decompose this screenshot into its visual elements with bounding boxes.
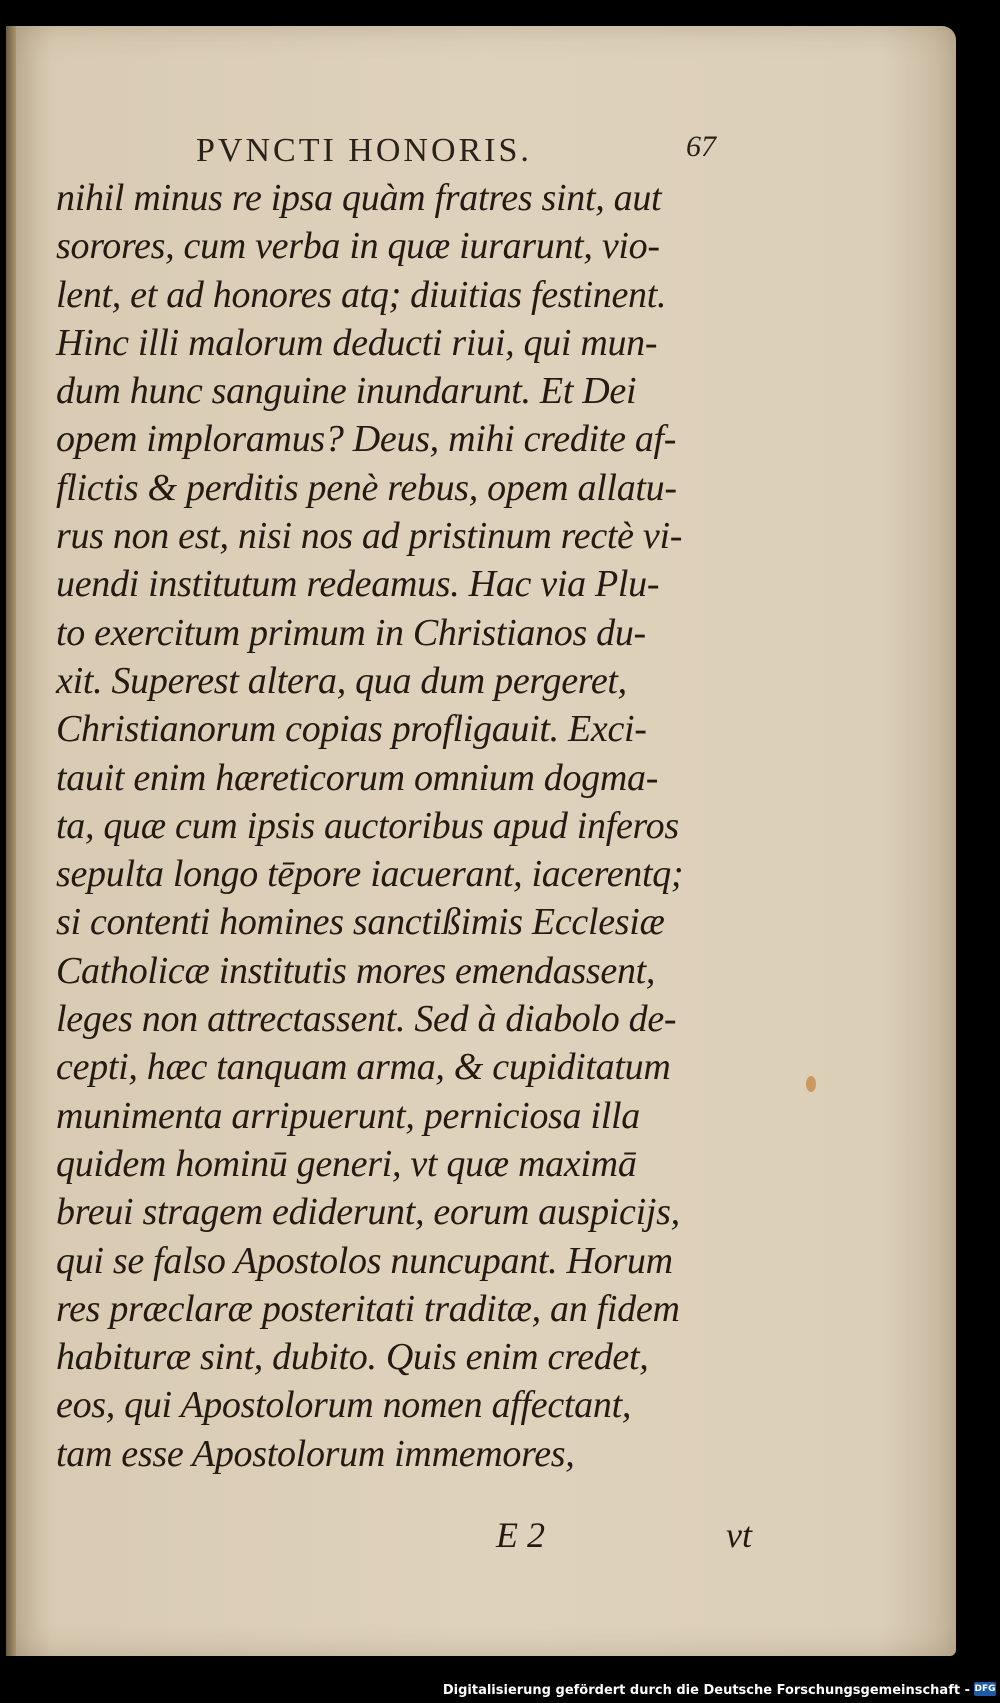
body-text xyxy=(56,174,776,1478)
page-number: 67 xyxy=(686,130,716,163)
text-line: habituræ sint, dubito. Quis enim credet, xyxy=(56,1336,649,1379)
running-head: PVNCTI HONORIS. xyxy=(196,132,532,169)
text-line: Hinc illi malorum deducti riui, qui mun- xyxy=(56,321,658,364)
text-line: sepulta longo tēpore iacuerant, iacerentq; xyxy=(56,853,684,896)
text-line: quidem hominū generi, vt quæ maximā xyxy=(56,1142,637,1185)
signature-mark: E 2 xyxy=(496,1515,545,1555)
text-line: si contenti homines sanctißimis Ecclesiæ xyxy=(56,901,665,944)
text-line: eos, qui Apostolorum nomen affectant, xyxy=(56,1384,632,1427)
dfg-logo-icon: DFG xyxy=(974,1684,996,1694)
text-line: xit. Superest altera, qua dum pergeret, xyxy=(56,659,627,702)
page-header xyxy=(6,112,956,172)
text-line: sorores, cum verba in quæ iurarunt, vio- xyxy=(56,225,660,268)
credit-bar xyxy=(0,1677,1000,1703)
text-line: munimenta arripuerunt, perniciosa illa xyxy=(56,1094,640,1137)
text-line: breui stragem ediderunt, eorum auspicijs, xyxy=(56,1191,680,1234)
text-line: tam esse Apostolorum immemores, xyxy=(56,1432,575,1475)
text-line: lent, et ad honores atq; diuitias festinent. xyxy=(56,273,667,316)
text-line: tauit enim hæreticorum omnium dogma- xyxy=(56,756,659,799)
text-line: res præclaræ posteritati traditæ, an fidem xyxy=(56,1287,680,1330)
text-line: flictis & perditis penè rebus, opem allatu- xyxy=(56,466,677,509)
text-line: leges non attrectassent. Sed à diabolo de- xyxy=(56,998,677,1041)
text-line: dum hunc sanguine inundarunt. Et Dei xyxy=(56,370,637,413)
text-line: cepti, hæc tanquam arma, & cupiditatum xyxy=(56,1046,671,1089)
text-line: uendi institutum redeamus. Hac via Plu- xyxy=(56,563,660,606)
page-gutter xyxy=(6,26,16,1656)
catchword: vt xyxy=(726,1515,752,1555)
text-line: to exercitum primum in Christianos du- xyxy=(56,611,646,654)
text-line: qui se falso Apostolos nuncupant. Horum xyxy=(56,1239,673,1282)
funding-credit: Digitalisierung gefördert durch die Deutsche Forschungsgemeinschaft - xyxy=(442,1683,970,1698)
text-line: rus non est, nisi nos ad pristinum rectè vi- xyxy=(56,515,683,558)
text-line: opem imploramus? Deus, mihi credite af- xyxy=(56,418,677,461)
text-line: Christianorum copias profligauit. Exci- xyxy=(56,708,647,751)
paper-stain xyxy=(806,1076,816,1092)
text-line: nihil minus re ipsa quàm fratres sint, aut xyxy=(56,177,662,219)
text-line: ta, quæ cum ipsis auctoribus apud inferos xyxy=(56,804,679,847)
page-footer xyxy=(6,1514,956,1564)
book-page xyxy=(6,26,956,1656)
text-line: Catholicæ institutis mores emendassent, xyxy=(56,949,656,992)
